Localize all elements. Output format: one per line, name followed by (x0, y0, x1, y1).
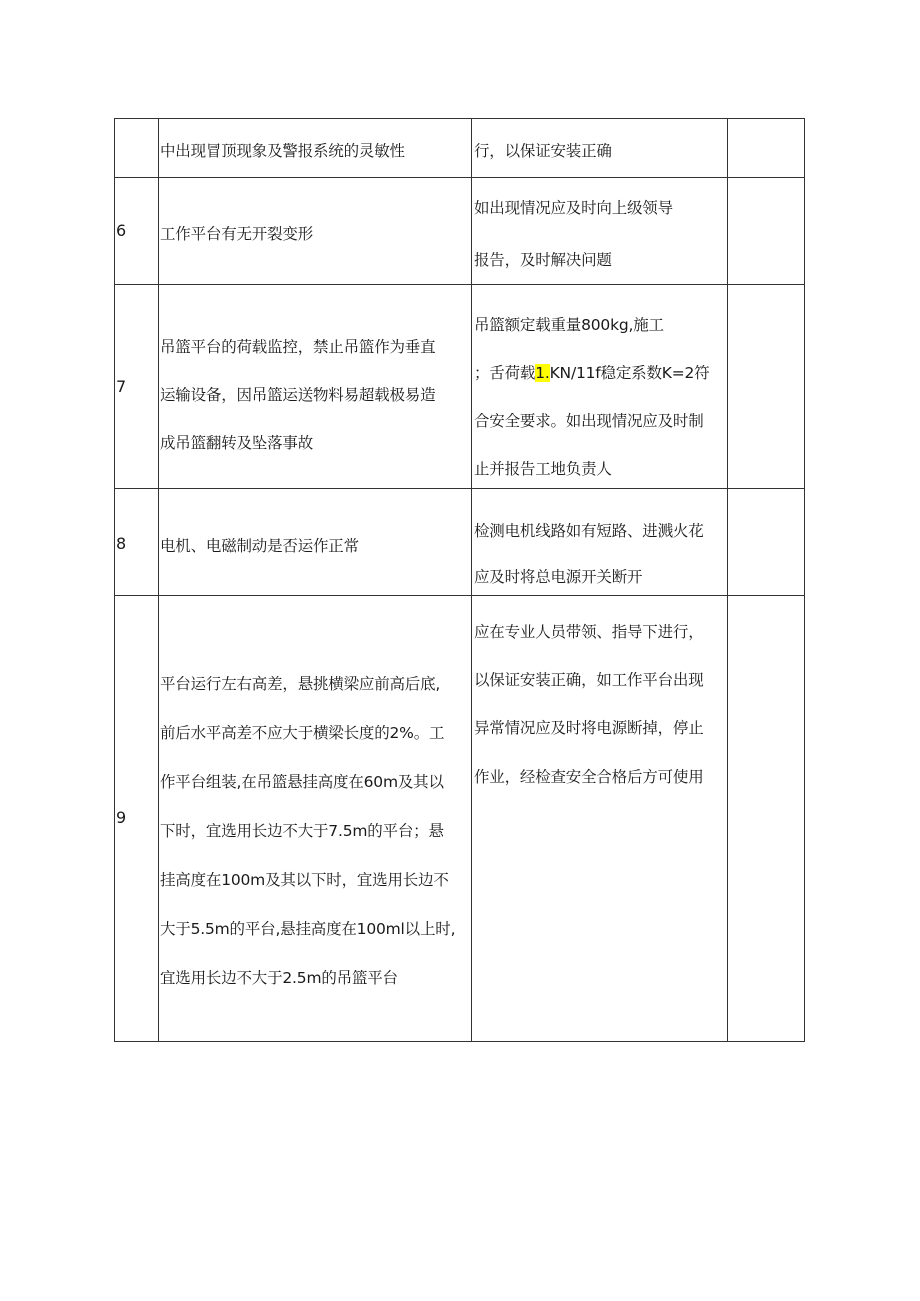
item-text: 前后水平高差不应大于横梁长度的2%。工 (160, 724, 445, 742)
item-text: 成吊篮翻转及坠落事故 (160, 434, 314, 452)
item-text: 下时，宜选用长边不大于7.5m的平台；悬 (160, 822, 444, 840)
table-row (114, 284, 805, 488)
measure-cell (472, 596, 728, 1041)
measure-text: 如出现情况应及时向上级领导 (474, 199, 673, 217)
item-text: 电机、电磁制动是否运作正常 (160, 537, 359, 555)
item-cell (158, 285, 472, 488)
number-cell (114, 489, 159, 595)
item-text: 大于5.5m的平台,悬挂高度在100ml以上时, (160, 920, 456, 938)
item-text: 运输设备，因吊篮运送物料易超载极易造 (160, 386, 436, 404)
measure-cell (472, 119, 728, 177)
item-text: 平台运行左右高差，悬挑横梁应前高后底, (160, 675, 441, 693)
table-row (114, 595, 805, 1042)
measure-text: 作业，经检查安全合格后方可使用 (474, 768, 704, 786)
number-cell (114, 119, 159, 177)
item-text: 工作平台有无开裂变形 (160, 225, 314, 243)
item-text: 作平台组装,在吊篮悬挂高度在60m及其以 (160, 773, 444, 791)
measure-text (474, 361, 727, 383)
item-cell (158, 178, 472, 284)
item-cell (158, 119, 472, 177)
measure-text: 合安全要求。如出现情况应及时制 (474, 412, 704, 430)
item-cell (158, 596, 472, 1041)
row-number: 7 (116, 377, 127, 396)
row-number: 6 (116, 221, 127, 240)
row-number: 9 (116, 808, 127, 827)
measure-cell (472, 178, 728, 284)
measure-text: 以保证安装正确，如工作平台出现 (474, 671, 704, 689)
row-number: 8 (116, 534, 127, 553)
table-row (114, 488, 805, 595)
measure-text-part: ；舌荷载 (474, 364, 536, 382)
number-cell (114, 285, 159, 488)
item-text: 吊篮平台的荷载监控，禁止吊篮作为垂直 (160, 338, 436, 356)
remark-cell (728, 596, 805, 1041)
table-row (114, 118, 805, 177)
measure-text: 行，以保证安装正确 (474, 142, 612, 160)
number-cell (114, 178, 159, 284)
measure-cell (472, 285, 728, 488)
item-text: 中出现冒顶现象及警报系统的灵敏性 (160, 142, 405, 160)
table-row (114, 177, 805, 284)
measure-text: 异常情况应及时将电源断掉，停止 (474, 719, 704, 737)
item-text: 宜选用长边不大于2.5m的吊篮平台 (160, 969, 398, 987)
remark-cell (728, 489, 805, 595)
remark-cell (728, 285, 805, 488)
measure-text: 应及时将总电源开关断开 (474, 568, 643, 586)
measure-text: 应在专业人员带领、指导下进行， (474, 623, 704, 641)
measure-text: 止并报告工地负责人 (474, 460, 612, 478)
number-cell (114, 596, 159, 1041)
remark-cell (728, 119, 805, 177)
item-cell (158, 489, 472, 595)
remark-cell (728, 178, 805, 284)
inspection-table (114, 118, 805, 1042)
highlighted-text: 1. (535, 364, 550, 382)
measure-text: 检测电机线路如有短路、进溅火花 (474, 522, 704, 540)
measure-text: 吊篮额定载重量800kg,施工 (474, 316, 664, 334)
measure-cell (472, 489, 728, 595)
item-text: 挂高度在100m及其以下时，宜选用长边不 (160, 871, 449, 889)
measure-text: 报告，及时解决问题 (474, 251, 612, 269)
measure-text-part: KN/11f稳定系数K=2符 (549, 364, 710, 382)
